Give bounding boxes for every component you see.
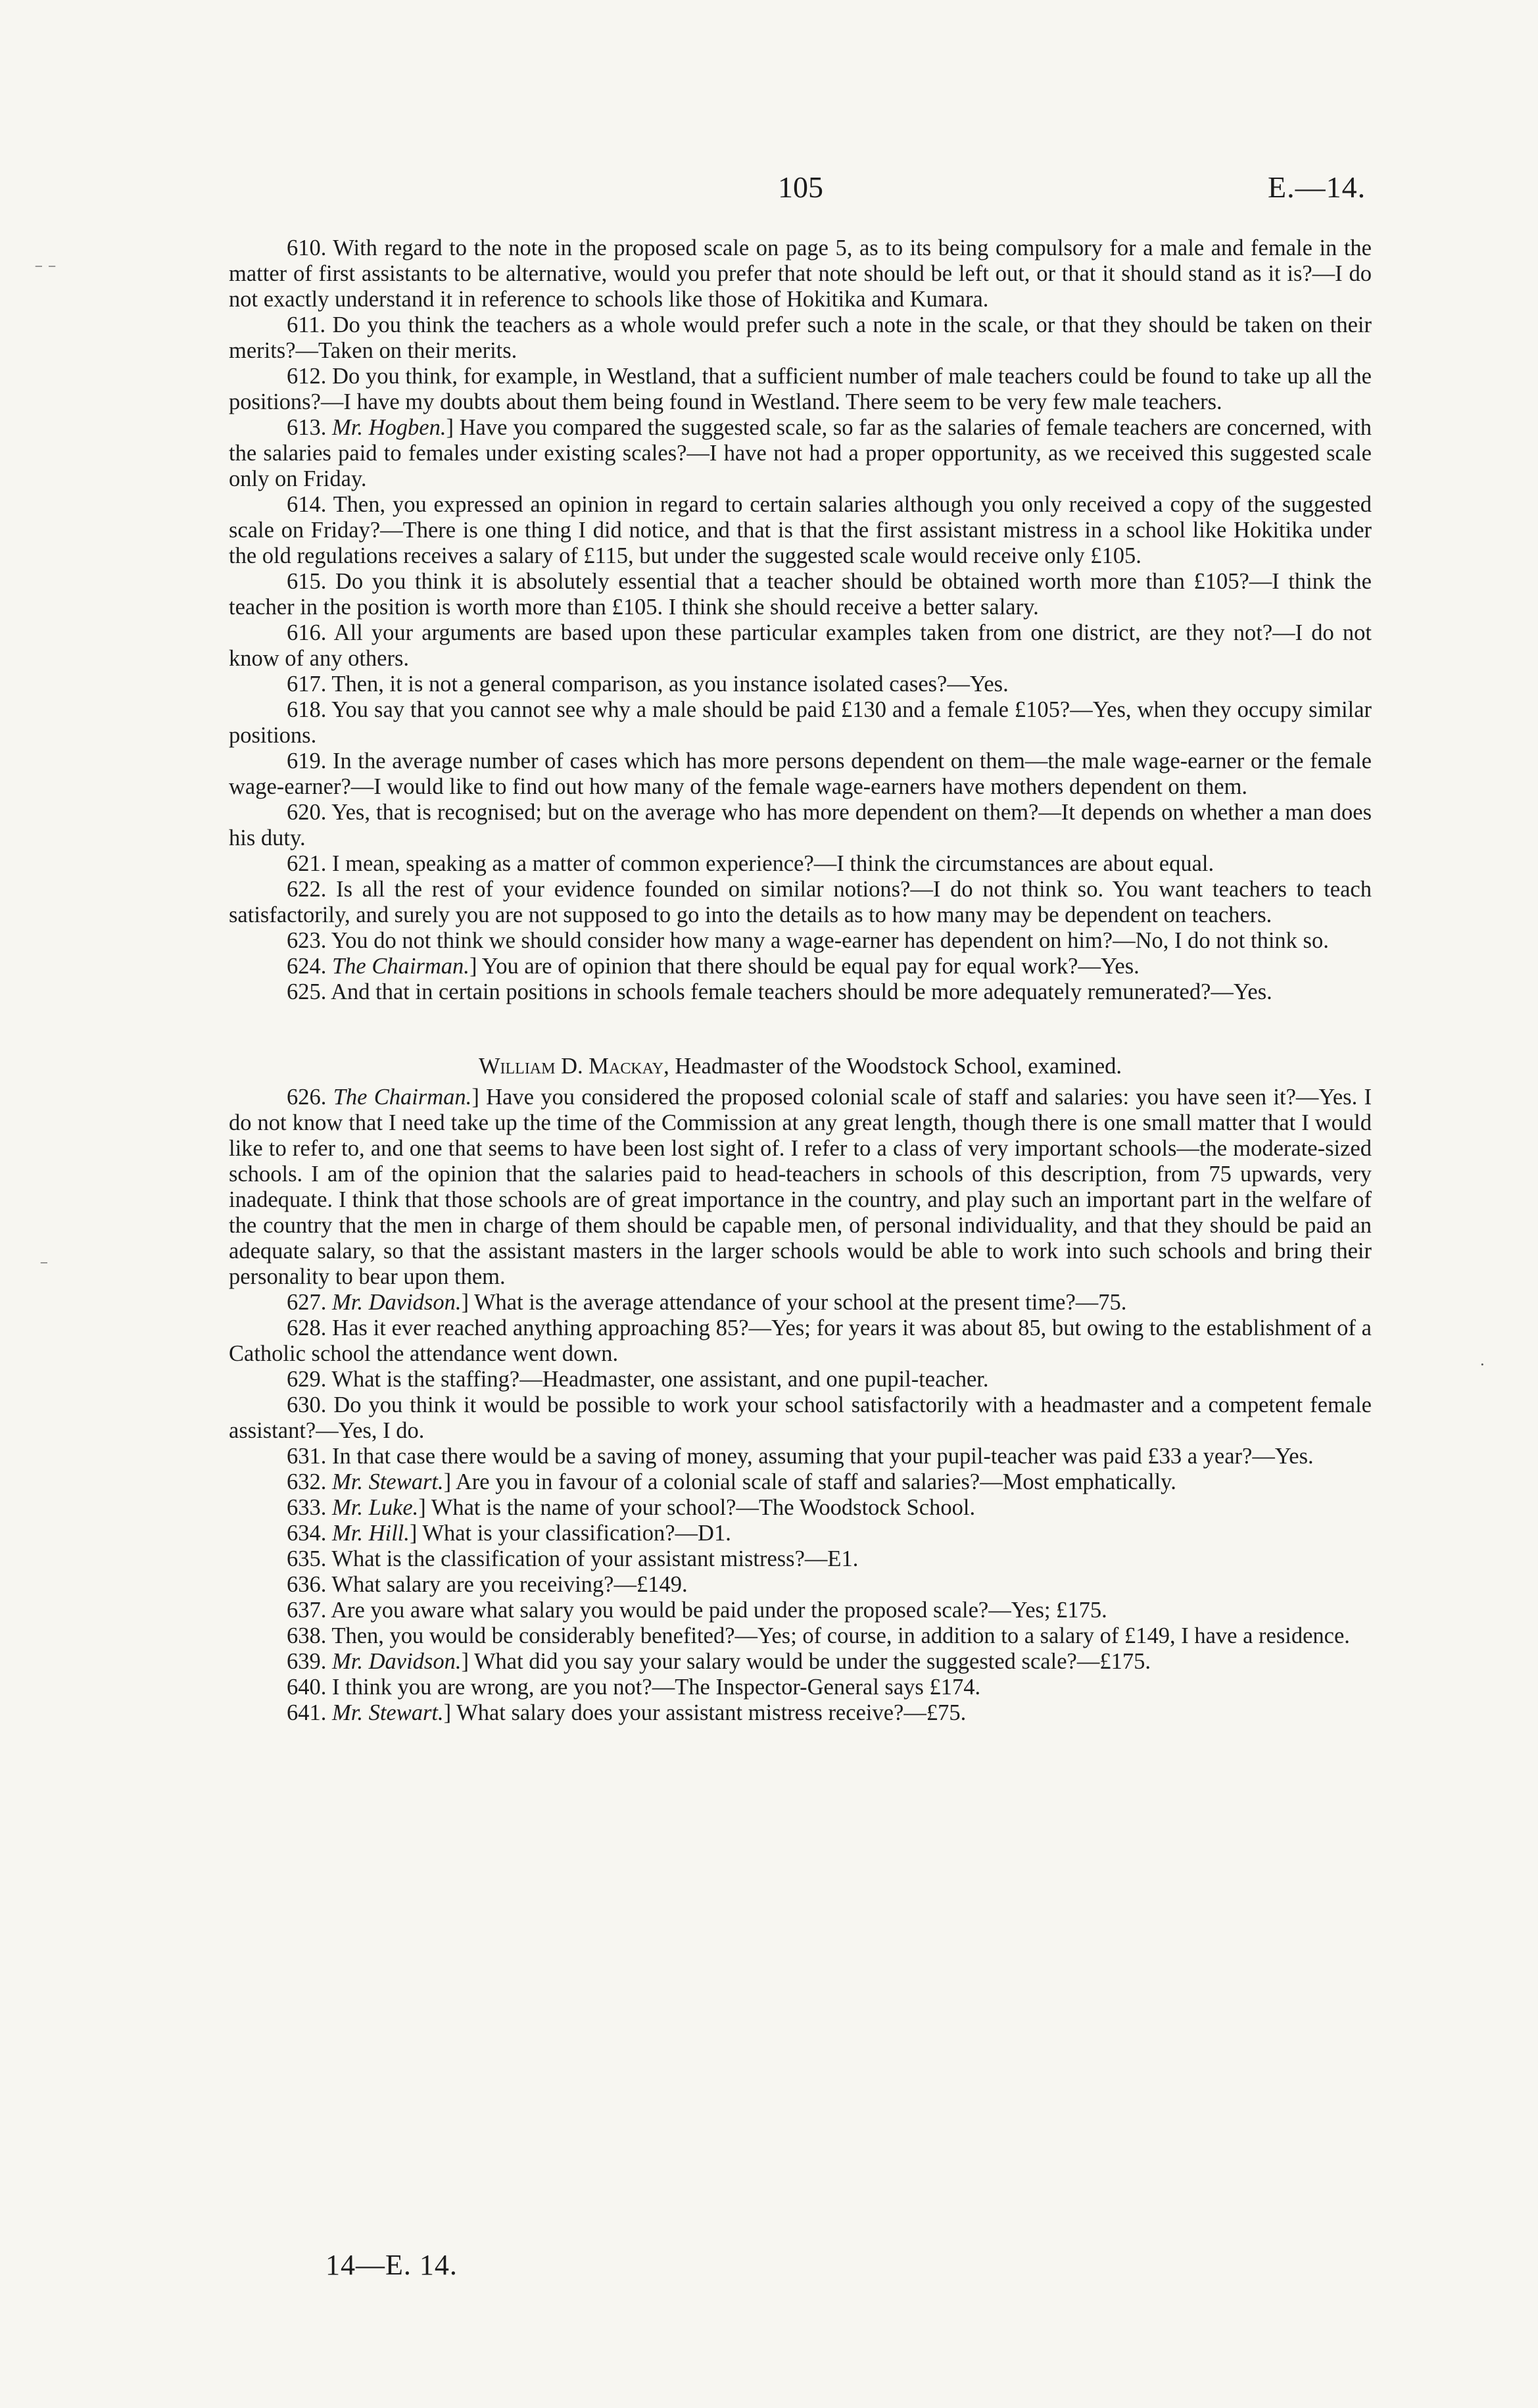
- speaker: Mr. Hogben.: [332, 415, 446, 440]
- witness-name: William D. Mackay: [478, 1054, 664, 1079]
- question-text: ] What is your classification?—D1.: [409, 1521, 731, 1546]
- document-body: [229, 235, 1372, 1726]
- question-624: [229, 954, 1372, 979]
- question-614: 614. Then, you expressed an opinion in regard to certain salaries although you only received a copy of the suggested scale on Friday?—There is one thing I did notice, and that is that the first assistant mistress in a school like Hokitika under the old regulations receives a salary of £115, but under the suggested scale would receive only £105.: [229, 492, 1372, 568]
- question-637: 637. Are you aware what salary you would be paid under the proposed scale?—Yes; £175.: [287, 1598, 1107, 1623]
- question-number: 641.: [287, 1700, 327, 1725]
- question-number: 633.: [287, 1495, 327, 1520]
- speaker: The Chairman.: [333, 1085, 472, 1110]
- question-number: 624.: [287, 954, 327, 979]
- question-633: [229, 1495, 1372, 1521]
- speaker: Mr. Hill.: [332, 1521, 410, 1546]
- question-text: ] Have you compared the suggested scale, so far as the salaries of female teachers are concerned, with the salaries paid to females under existing scales?—I have not had a proper opportunity, as we received this suggested scale only on Friday.: [229, 415, 1372, 491]
- question-number: 627.: [287, 1290, 327, 1315]
- question-641: [229, 1700, 1372, 1726]
- speaker: Mr. Davidson.: [332, 1649, 462, 1674]
- question-number: 634.: [287, 1521, 327, 1546]
- question-619: 619. In the average number of cases which has more persons dependent on them—the male wage-earner or the female wage-earner?—I would like to find out how many of the female wage-earners have mothers dependent on them.: [229, 749, 1372, 799]
- question-610: 610. With regard to the note in the proposed scale on page 5, as to its being compulsory for a male and female in the matter of first assistants to be alternative, would you prefer that note should be left out, or that it should stand as it is?—I do not exactly understand it in reference to schools like those of Hokitika and Kumara.: [229, 235, 1372, 312]
- question-639: [229, 1649, 1372, 1675]
- question-634: [229, 1521, 1372, 1546]
- question-text: ] What did you say your salary would be under the suggested scale?—£175.: [461, 1649, 1151, 1674]
- question-613: [229, 415, 1372, 492]
- question-617: 617. Then, it is not a general comparison, as you instance isolated cases?—Yes.: [287, 672, 1009, 697]
- question-623: 623. You do not think we should consider how many a wage-earner has dependent on him?—No, I do not think so.: [287, 928, 1329, 953]
- question-631: 631. In that case there would be a saving of money, assuming that your pupil-teacher was paid £33 a year?—Yes.: [287, 1444, 1314, 1469]
- question-text: ] What is the average attendance of your school at the present time?—75.: [461, 1290, 1127, 1315]
- question-number: 632.: [287, 1469, 327, 1494]
- question-622: 622. Is all the rest of your evidence founded on similar notions?—I do not think so. You want teachers to teach satisfactorily, and surely you are not supposed to go into the details as to how many may be dependent on teachers.: [229, 877, 1372, 927]
- speaker: Mr. Stewart.: [332, 1469, 444, 1494]
- margin-mark: ·: [1479, 1355, 1485, 1374]
- question-632: [229, 1469, 1372, 1495]
- witness-heading: [229, 1054, 1372, 1079]
- question-635: 635. What is the classification of your assistant mistress?—E1.: [287, 1546, 859, 1571]
- question-612: 612. Do you think, for example, in Westland, that a sufficient number of male teachers could be found to take up all the positions?—I have my doubts about them being found in Westland. There seem to be very few male teachers.: [229, 364, 1372, 414]
- speaker: Mr. Stewart.: [332, 1700, 444, 1725]
- question-text: ] You are of opinion that there should be equal pay for equal work?—Yes.: [469, 954, 1140, 979]
- question-620: 620. Yes, that is recognised; but on the average who has more dependent on them?—It depends on whether a man does his duty.: [229, 800, 1372, 850]
- question-text: ] What salary does your assistant mistress receive?—£75.: [443, 1700, 967, 1725]
- question-618: 618. You say that you cannot see why a male should be paid £130 and a female £105?—Yes, when they occupy similar positions.: [229, 697, 1372, 748]
- question-626: [229, 1085, 1372, 1290]
- speaker: Mr. Luke.: [332, 1495, 419, 1520]
- question-616: 616. All your arguments are based upon these particular examples taken from one district, are they not?—I do not know of any others.: [229, 620, 1372, 671]
- question-640: 640. I think you are wrong, are you not?—The Inspector-General says £174.: [287, 1675, 981, 1700]
- question-615: 615. Do you think it is absolutely essential that a teacher should be obtained worth more than £105?—I think the teacher in the position is worth more than £105. I think she should receive a better salary.: [229, 569, 1372, 620]
- question-number: 639.: [287, 1649, 327, 1674]
- speaker: The Chairman.: [332, 954, 469, 979]
- question-number: 613.: [287, 415, 327, 440]
- question-text: ] What is the name of your school?—The Woodstock School.: [418, 1495, 976, 1520]
- signature-mark: 14—E. 14.: [325, 2249, 458, 2281]
- question-636: 636. What salary are you receiving?—£149.: [287, 1572, 688, 1597]
- margin-mark: ⁻ ⁻: [34, 260, 57, 279]
- question-629: 629. What is the staffing?—Headmaster, one assistant, and one pupil-teacher.: [287, 1367, 989, 1392]
- question-text: ] Have you considered the proposed colonial scale of staff and salaries: you have seen it?—Yes. I do not know that I need take up the time of the Commission at any great length, though there is one small matter that I would like to refer to, and one that seems to have been lost sight of. I refer to a class of very important schools—the moderate-sized schools. I am of the opinion that the salaries paid to head-teachers in schools of this description, from 75 upwards, very inadequate. I think that those schools are of great importance in the country, and play such an important part in the welfare of the country that the men in charge of them should be capable men, of personal individuality, and that they should be paid an adequate salary, so that the assistant masters in the larger schools would be able to work into such schools and bring their personality to bear upon them.: [229, 1085, 1372, 1289]
- witness-description: , Headmaster of the Woodstock School, examined.: [663, 1054, 1122, 1079]
- question-628: 628. Has it ever reached anything approaching 85?—Yes; for years it was about 85, but owing to the establishment of a Catholic school the attendance went down.: [229, 1315, 1372, 1366]
- question-627: [229, 1290, 1372, 1315]
- speaker: Mr. Davidson.: [332, 1290, 462, 1315]
- margin-mark: ⁻: [39, 1256, 49, 1275]
- question-number: 626.: [287, 1085, 327, 1110]
- question-630: 630. Do you think it would be possible to work your school satisfactorily with a headmaster and a competent female assistant?—Yes, I do.: [229, 1392, 1372, 1443]
- question-638: 638. Then, you would be considerably benefited?—Yes; of course, in addition to a salary of £149, I have a residence.: [287, 1623, 1350, 1648]
- question-text: ] Are you in favour of a colonial scale of staff and salaries?—Most emphatically.: [443, 1469, 1176, 1494]
- question-621: 621. I mean, speaking as a matter of common experience?—I think the circumstances are about equal.: [287, 851, 1214, 876]
- page-number: 105: [778, 170, 823, 204]
- page-reference: E.—14.: [1268, 170, 1366, 204]
- question-611: 611. Do you think the teachers as a whole would prefer such a note in the scale, or that they should be taken on their merits?—Taken on their merits.: [229, 312, 1372, 363]
- question-625: 625. And that in certain positions in schools female teachers should be more adequately remunerated?—Yes.: [287, 979, 1272, 1004]
